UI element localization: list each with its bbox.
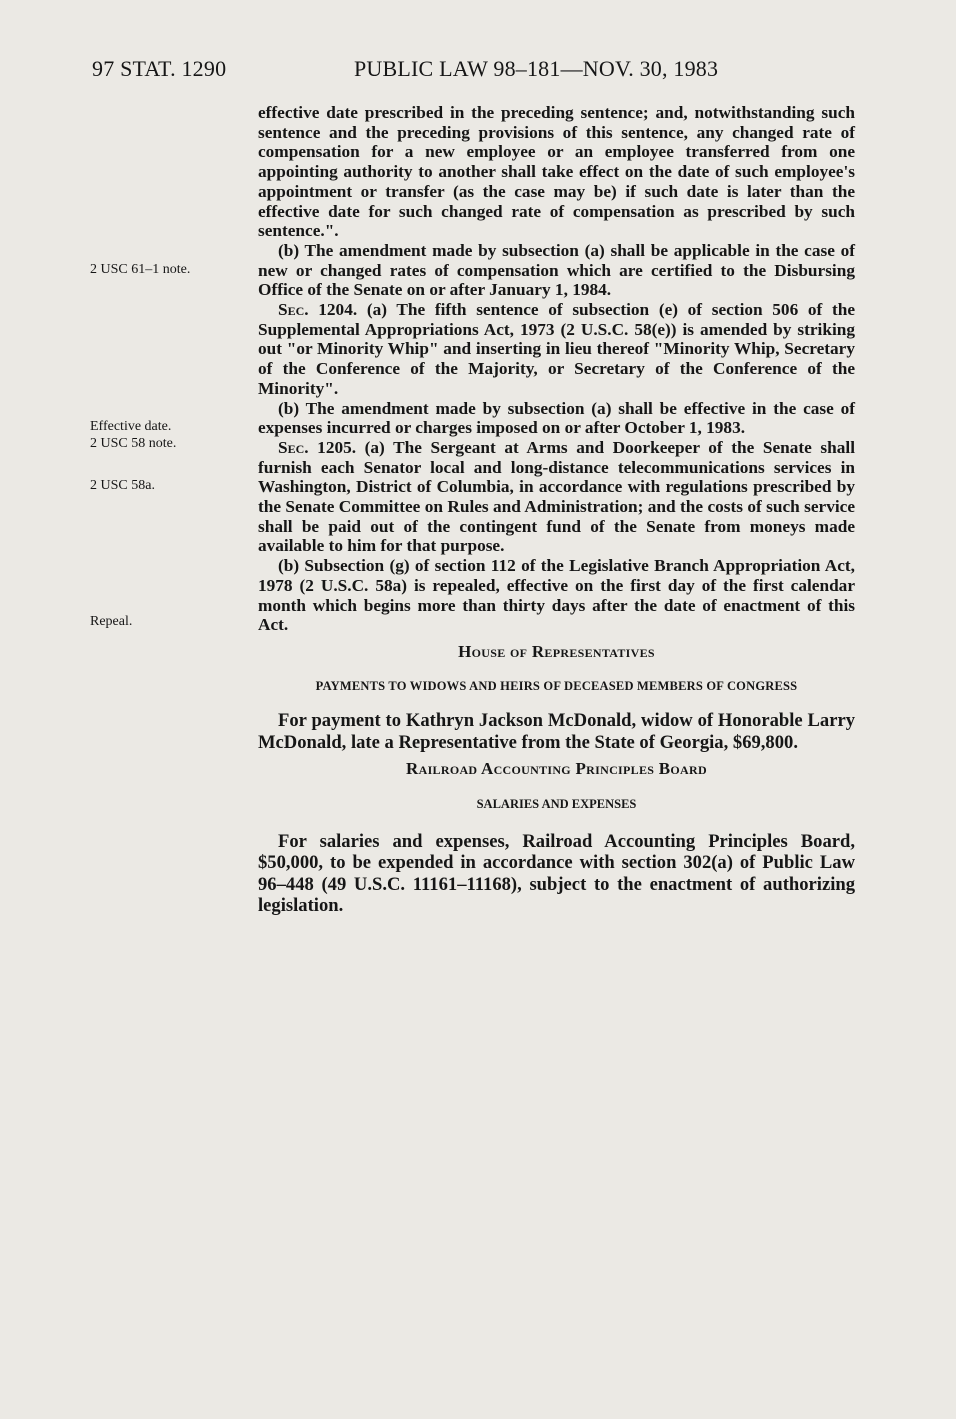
subsection-b-effective: (b) The amendment made by subsection (a) shall be effective in the case of expenses incurred or charges imposed on or after October 1, 1983. [258,398,855,438]
board-heading: Railroad Accounting Principles Board [406,759,707,779]
section-1204-label: Sec. 1204. [278,300,358,320]
house-subheading: PAYMENTS TO WIDOWS AND HEIRS OF DECEASED MEMBERS OF CONGRESS [315,678,798,693]
margin-note-effective-date-line1: Effective date. [90,419,172,434]
subsection-b-repeal: (b) Subsection (g) of section 112 of the Legislative Branch Appropriation Act, 1978 (2 U.S.C. 58a) is repealed, effective on the first day of the first calendar month which begins more than thirty days after the date of enactment of this Act. [258,556,855,635]
section-1205-text: (a) The Sergeant at Arms and Doorkeeper of the Senate shall furnish each Senator local and long-distance telecommunications services in Washington, District of Columbia, in accordance with regulations prescribed by the Senate Committee on Rules and Administration; and the costs of such service shall be paid out of the contingent fund of the Senate from moneys made available to him for that purpose. [258,437,855,556]
running-head [92,56,742,86]
main-text-column [258,103,855,917]
section-1205 [258,438,855,556]
margin-note-effective-date [90,419,176,452]
margin-note-usc-61-1: 2 USC 61–1 note. [90,262,191,277]
margin-note-usc-58a: 2 USC 58a. [90,478,155,493]
margin-note-effective-date-line2: 2 USC 58 note. [90,435,177,451]
section-1205-label: Sec. 1205. [278,437,357,457]
law-title: PUBLIC LAW 98–181—NOV. 30, 1983 [354,56,719,81]
section-1204 [258,300,855,399]
board-subheading: SALARIES AND EXPENSES [476,797,637,812]
subsection-b-applicability: (b) The amendment made by subsection (a) shall be applicable in the case of new or changed rates of compensation which are certified to the Disbursing Office of the Senate on or after January 1, 1984. [258,240,855,300]
margin-note-repeal: Repeal. [90,614,133,629]
stat-citation: 97 STAT. 1290 [92,56,227,81]
board-appropriation-text: For salaries and expenses, Railroad Accounting Principles Board, $50,000, to be expended in accordance with section 302(a) of Public Law 96–448 (49 U.S.C. 11161–11168), subject to the enactment of authorizing legislation. [258,830,855,917]
house-heading: House of Representatives [458,641,655,661]
house-appropriation-text: For payment to Kathryn Jackson McDonald, widow of Honorable Larry McDonald, late a Representative from the State of Georgia, $69,800. [258,710,855,753]
continuation-paragraph: effective date prescribed in the preceding sentence; and, notwithstanding such sentence and the preceding provisions of this sentence, any changed rate of compensation for a new employee or an employee transferred from one appointing authority to another shall take effect on the date of such employee's appointment or transfer (as the case may be) if such date is later than the effective date for such changed rate of compensation as prescribed by such sentence.". [258,103,855,241]
section-1204-text: (a) The fifth sentence of subsection (e) of section 506 of the Supplemental Appropriations Act, 1973 (2 U.S.C. 58(e)) is amended by striking out "or Minority Whip" and inserting in lieu thereof "Minority Whip, Secretary of the Conference of the Majority, or Secretary of the Conference of the Minority". [258,300,855,398]
